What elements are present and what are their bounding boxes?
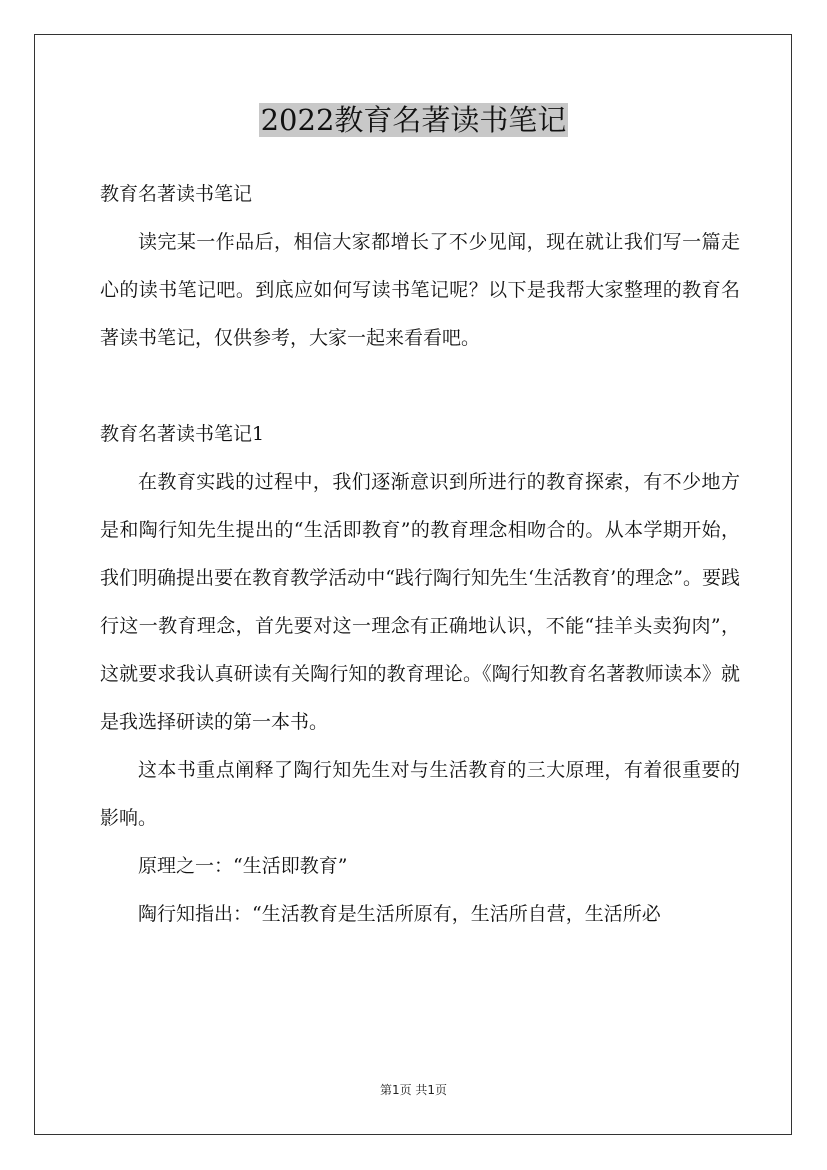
section-1-heading: 教育名著读书笔记1	[100, 423, 265, 445]
subtitle-heading: 教育名著读书笔记	[100, 183, 253, 205]
paragraph-4: 陶行知指出：“生活教育是生活所原有，生活所自营，生活所必	[138, 903, 661, 925]
paragraph-2: 这本书重点阐释了陶行知先生对与生活教育的三大原理，有着很重要的影响。	[100, 759, 740, 829]
document-title	[0, 100, 827, 140]
page-number-label: 第1页 共1页	[379, 1083, 448, 1097]
section-gap	[100, 362, 740, 410]
paragraph-3: 原理之一：“生活即教育”	[138, 855, 348, 877]
intro-paragraph: 读完某一作品后，相信大家都增长了不少见闻，现在就让我们写一篇走心的读书笔记吧。到底应如何写读书笔记呢？以下是我帮大家整理的教育名著读书笔记，仅供参考，大家一起来看看吧。	[100, 231, 740, 349]
document-title-text: 2022教育名著读书笔记	[260, 103, 567, 137]
page-footer	[0, 1082, 827, 1098]
paragraph-1: 在教育实践的过程中，我们逐渐意识到所进行的教育探索，有不少地方是和陶行知先生提出的“生活即教育”的教育理念相吻合的。从本学期开始，我们明确提出要在教育教学活动中“践行陶行知先生‘生活教育’的理念”。要践行这一教育理念，首先要对这一理念有正确地认识，不能“挂羊头卖狗肉”，这就要求我认真研读有关陶行知的教育理论。《陶行知教育名著教师读本》就是我选择研读的第一本书。	[100, 471, 740, 733]
document-body	[100, 170, 740, 938]
